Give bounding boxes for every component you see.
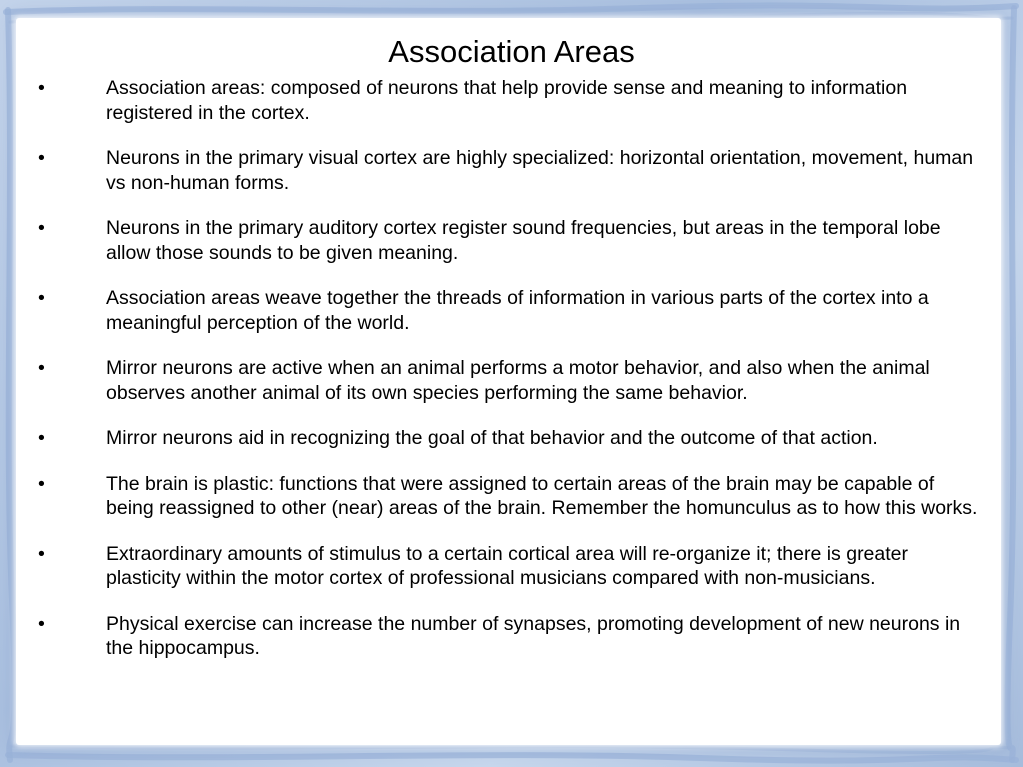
bullet-marker: • (38, 472, 45, 495)
bullet-item (0, 612, 1023, 661)
bullet-item (0, 216, 1023, 265)
bullet-marker: • (38, 357, 45, 379)
bullet-marker: • (38, 427, 45, 449)
bullet-marker: • (38, 287, 45, 309)
bullet-text: Neurons in the primary visual cortex are highly specialized: horizontal orientation, movement, human vs non-human forms. (106, 147, 974, 194)
bullet-text: Association areas: composed of neurons that help provide sense and meaning to information registered in the cortex. (106, 77, 908, 124)
bullet-text: Neurons in the primary auditory cortex register sound frequencies, but areas in the temporal lobe allow those sounds to be given meaning. (106, 217, 941, 264)
bullet-text: Mirror neurons aid in recognizing the goal of that behavior and the outcome of that action. (106, 427, 878, 449)
bullet-marker: • (38, 217, 45, 239)
bullet-marker: • (38, 542, 45, 565)
bullet-text: Association areas weave together the threads of information in various parts of the cortex into a meaningful perception of the world. (106, 287, 929, 334)
bullet-text: Mirror neurons are active when an animal performs a motor behavior, and also when the animal observes another animal of its own species performing the same behavior. (106, 357, 930, 404)
bullet-item (0, 356, 1023, 405)
bullet-item (0, 76, 1023, 125)
bullet-item (0, 542, 1023, 591)
bullet-marker: • (38, 77, 45, 99)
slide-title: Association Areas (388, 34, 635, 69)
bullet-item (0, 146, 1023, 195)
bullet-item (0, 472, 1023, 521)
bullet-text: The brain is plastic: functions that were assigned to certain areas of the brain may be capable of being reassigned to other (near) areas of the brain. Remember the homunculus as to how this works. (106, 472, 978, 519)
bullet-marker: • (38, 612, 45, 635)
bullet-item (0, 426, 1023, 451)
bullet-list (0, 76, 1023, 682)
bullet-marker: • (38, 147, 45, 169)
bullet-text: Extraordinary amounts of stimulus to a certain cortical area will re-organize it; there is greater plasticity within the motor cortex of professional musicians compared with non-musicians. (106, 542, 909, 589)
bullet-item (0, 286, 1023, 335)
bullet-text: Physical exercise can increase the number of synapses, promoting development of new neurons in the hippocampus. (106, 612, 961, 659)
